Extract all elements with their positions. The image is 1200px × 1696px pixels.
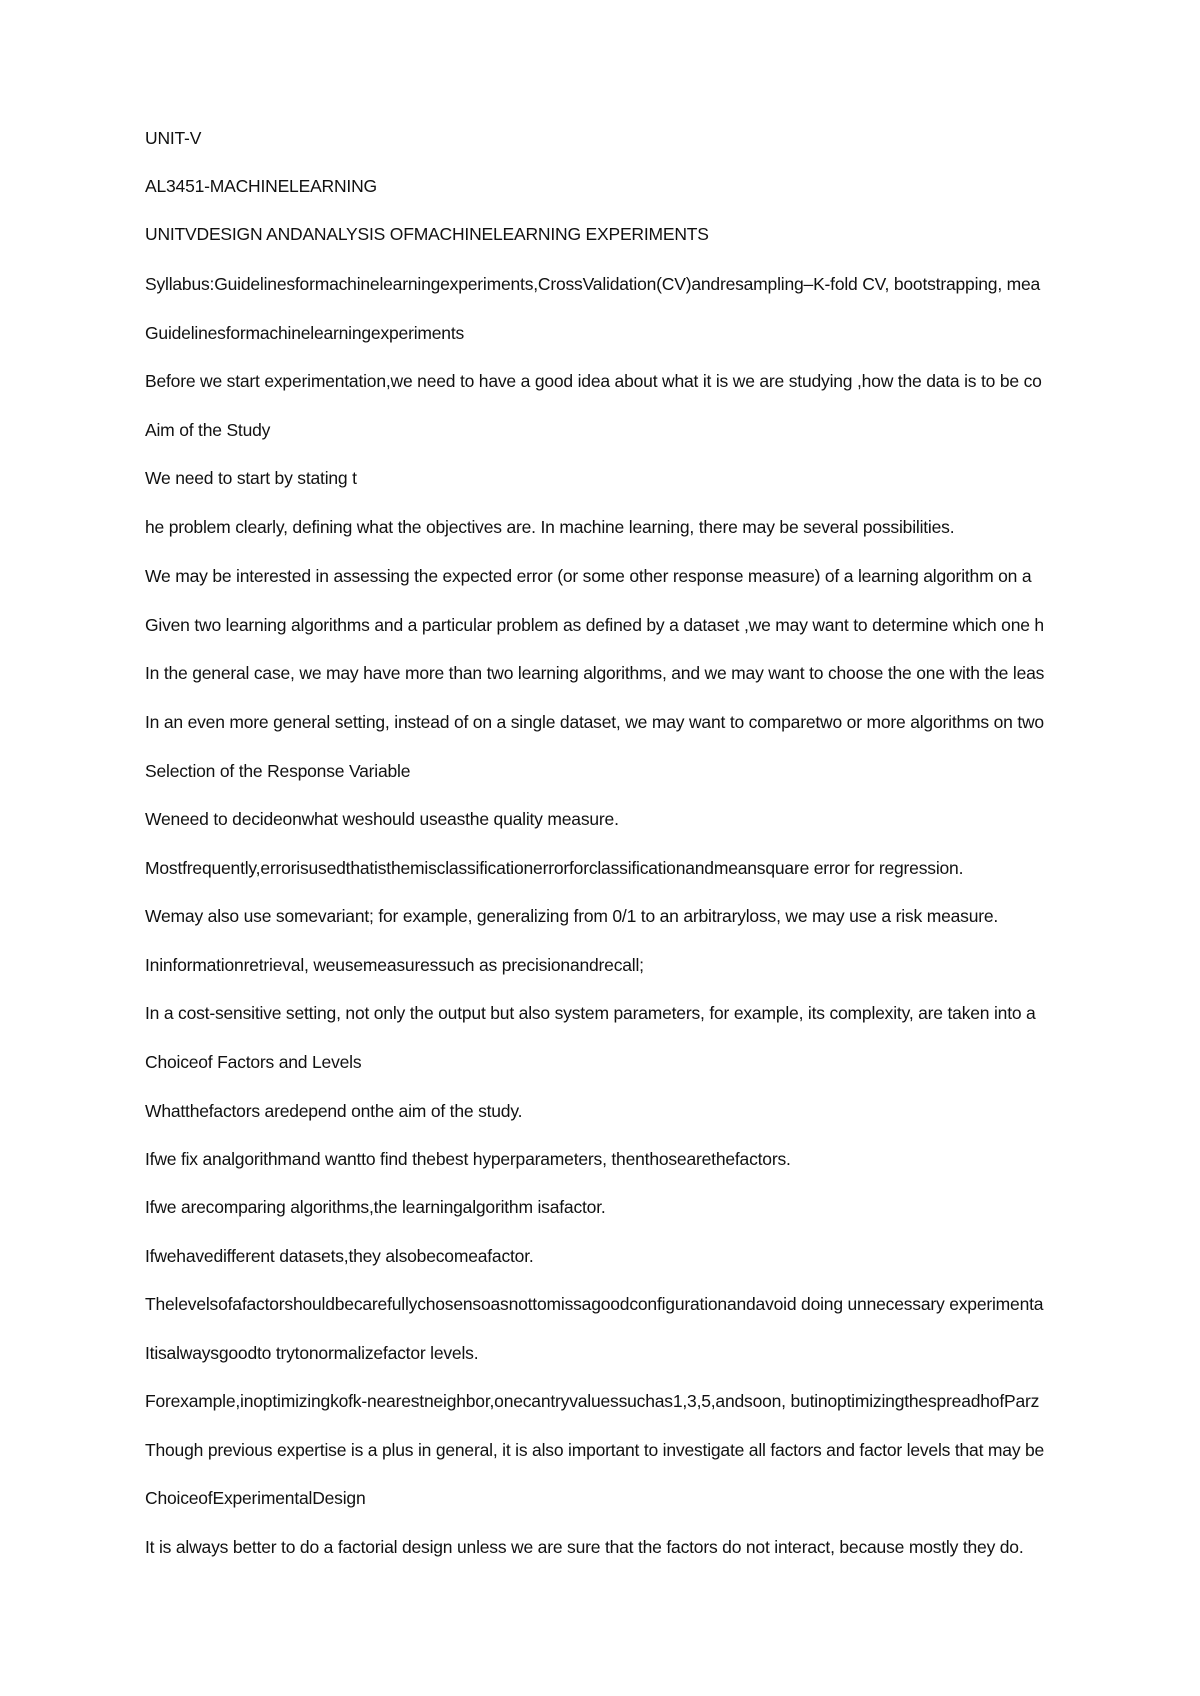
paragraph-line: Though previous expertise is a plus in general, it is also important to investigate all factors and factor levels that may be (145, 1440, 1045, 1460)
paragraph-line: Ifwehavedifferent datasets,they alsobecomeafactor. (145, 1246, 534, 1266)
paragraph-line: he problem clearly, defining what the objectives are. In machine learning, there may be several possibilities. (145, 517, 955, 537)
paragraph-line: It is always better to do a factorial design unless we are sure that the factors do not interact, because mostly they do. (145, 1537, 1024, 1557)
paragraph-line: Thelevelsofafactorshouldbecarefullychosensoasnottomissagoodconfigurationandavoid doing unnecessary experimenta (145, 1294, 1044, 1314)
paragraph-line: Before we start experimentation,we need to have a good idea about what it is we are studying ,how the data is to be co (145, 371, 1042, 391)
paragraph-line: We need to start by stating t (145, 468, 357, 488)
paragraph-line: Given two learning algorithms and a particular problem as defined by a dataset ,we may want to determine which one h (145, 615, 1044, 635)
paragraph-line: Ifwe arecomparing algorithms,the learningalgorithm isafactor. (145, 1197, 606, 1217)
paragraph-line: We may be interested in assessing the expected error (or some other response measure) of a learning algorithm on a (145, 566, 1032, 586)
paragraph-line: Ininformationretrieval, weusemeasuressuch as precisionandrecall; (145, 955, 644, 975)
paragraph-line: In a cost-sensitive setting, not only the output but also system parameters, for example, its complexity, are taken into a (145, 1003, 1036, 1023)
paragraph-line: Forexample,inoptimizingkofk-nearestneighbor,onecantryvaluessuchas1,3,5,andsoon, butinoptimizingthespreadhofParz (145, 1391, 1040, 1411)
unit-label: UNIT-V (145, 128, 202, 148)
subheading-factors-levels: Choiceof Factors and Levels (145, 1052, 362, 1072)
subheading-experimental-design: ChoiceofExperimentalDesign (145, 1488, 366, 1508)
syllabus-line: Syllabus:Guidelinesformachinelearningexperiments,CrossValidation(CV)andresampling–K-fold CV, bootstrapping, mea (145, 274, 1041, 294)
unit-heading: UNITVDESIGN ANDANALYSIS OFMACHINELEARNING EXPERIMENTS (145, 224, 709, 244)
subheading-aim: Aim of the Study (145, 420, 271, 440)
subheading-response-variable: Selection of the Response Variable (145, 761, 411, 781)
paragraph-line: In an even more general setting, instead of on a single dataset, we may want to comparetwo or more algorithms on two (145, 712, 1044, 732)
paragraph-line: In the general case, we may have more than two learning algorithms, and we may want to choose the one with the leas (145, 663, 1045, 683)
paragraph-line: Whatthefactors aredepend onthe aim of the study. (145, 1101, 523, 1121)
section-heading-guidelines: Guidelinesformachinelearningexperiments (145, 323, 465, 343)
paragraph-line: Ifwe fix analgorithmand wantto find thebest hyperparameters, thenthosearethefactors. (145, 1149, 791, 1169)
paragraph-line: Itisalwaysgoodto trytonormalizefactor levels. (145, 1343, 479, 1363)
paragraph-line: Wemay also use somevariant; for example, generalizing from 0/1 to an arbitraryloss, we may use a risk measure. (145, 906, 999, 926)
paragraph-line: Weneed to decideonwhat weshould useasthe quality measure. (145, 809, 619, 829)
course-title: AL3451-MACHINELEARNING (145, 176, 377, 196)
paragraph-line: Mostfrequently,errorisusedthatisthemisclassificationerrorforclassificationandmeansquare error for regression. (145, 858, 964, 878)
